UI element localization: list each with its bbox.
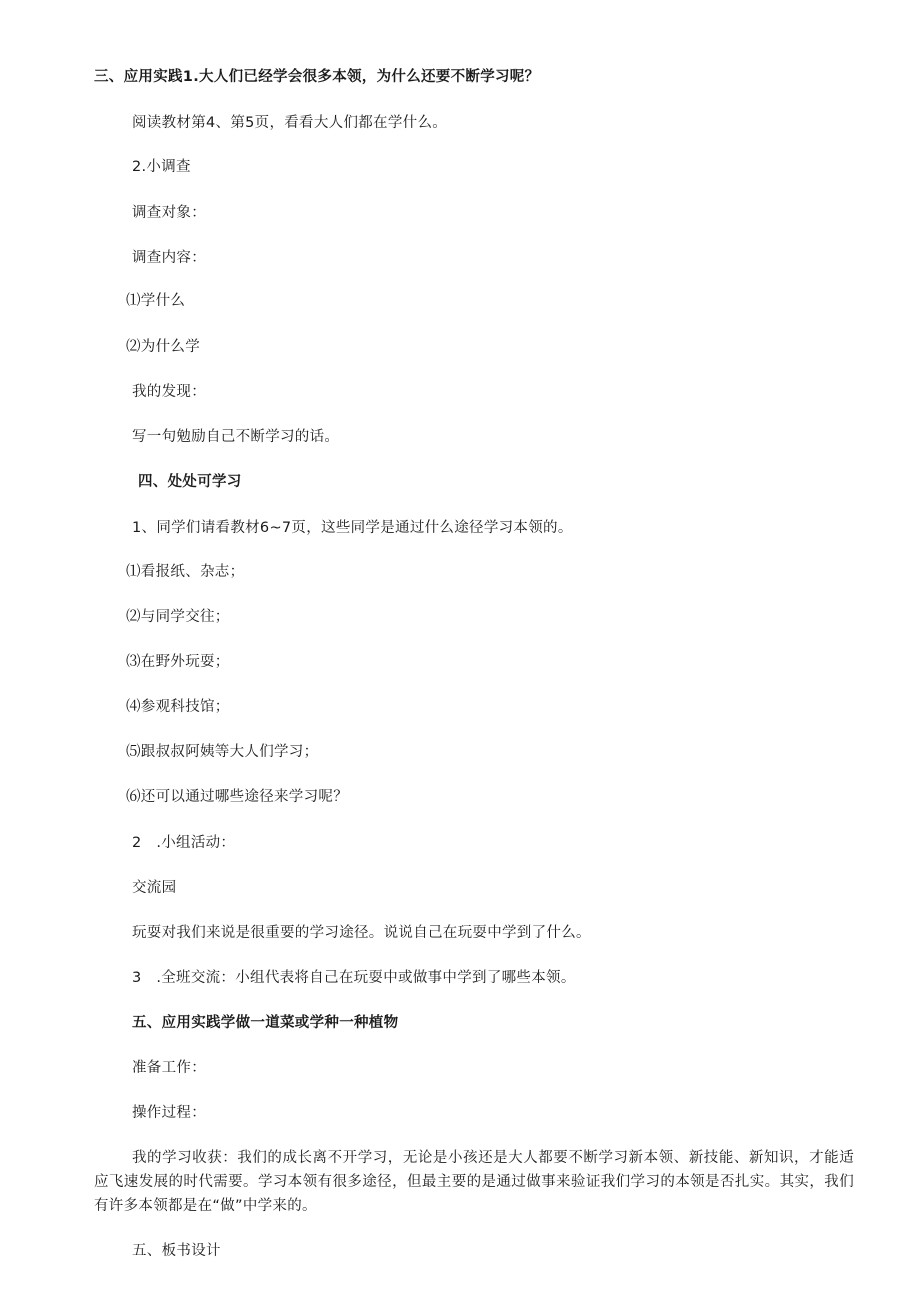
survey-heading: 2.小调查 bbox=[132, 159, 191, 175]
learning-path-4: ⑷参观科技馆； bbox=[126, 699, 230, 715]
section-3-heading: 三、应用实践1.大人们已经学会很多本领，为什么还要不断学习呢？ bbox=[94, 69, 540, 85]
textbook-question: 1、同学们请看教材6~7页，这些同学是通过什么途径学习本领的。 bbox=[132, 520, 573, 536]
procedure-label: 操作过程： bbox=[132, 1105, 206, 1121]
reading-instruction: 阅读教材第4、第5页，看看大人们都在学什么。 bbox=[132, 115, 448, 131]
harvest-paragraph-text: 我的学习收获：我们的成长离不开学习，无论是小孩还是大人都要不断学习新本领、新技能、新知识，才能适应飞速发展的时代需要。学习本领有很多途径，但最主要的是通过做事来验证我们学习的本领是否扎实。其实，我们有许多本领都是在“做”中学来的。 bbox=[94, 1150, 854, 1214]
learning-path-1: ⑴看报纸、杂志； bbox=[126, 564, 245, 580]
class-exchange-text: 3 .全班交流：小组代表将自己在玩耍中或做事中学到了哪些本领。 bbox=[132, 970, 576, 986]
learning-path-3: ⑶在野外玩耍； bbox=[126, 654, 230, 670]
findings-label: 我的发现： bbox=[132, 384, 206, 400]
section-4-heading: 四、处处可学习 bbox=[138, 474, 242, 490]
survey-target-label: 调查对象： bbox=[132, 205, 206, 221]
exchange-corner-label: 交流园 bbox=[132, 880, 177, 896]
survey-item-1: ⑴学什么 bbox=[126, 293, 186, 309]
survey-item-2: ⑵为什么学 bbox=[126, 339, 200, 355]
preparation-label: 准备工作： bbox=[132, 1060, 206, 1076]
survey-content-label: 调查内容： bbox=[132, 250, 206, 266]
harvest-paragraph bbox=[94, 1146, 854, 1218]
group-activity-heading: 2 .小组活动： bbox=[132, 835, 236, 851]
learning-path-5: ⑸跟叔叔阿姨等大人们学习； bbox=[126, 744, 319, 760]
learning-path-2: ⑵与同学交往； bbox=[126, 609, 230, 625]
blackboard-design-heading: 五、板书设计 bbox=[132, 1243, 221, 1259]
play-learning-text: 玩耍对我们来说是很重要的学习途径。说说自己在玩耍中学到了什么。 bbox=[132, 925, 591, 941]
section-5-heading: 五、应用实践学做一道菜或学种一种植物 bbox=[132, 1015, 399, 1031]
motto-prompt: 写一句勉励自己不断学习的话。 bbox=[132, 429, 340, 445]
learning-path-6: ⑹还可以通过哪些途径来学习呢？ bbox=[126, 789, 348, 805]
